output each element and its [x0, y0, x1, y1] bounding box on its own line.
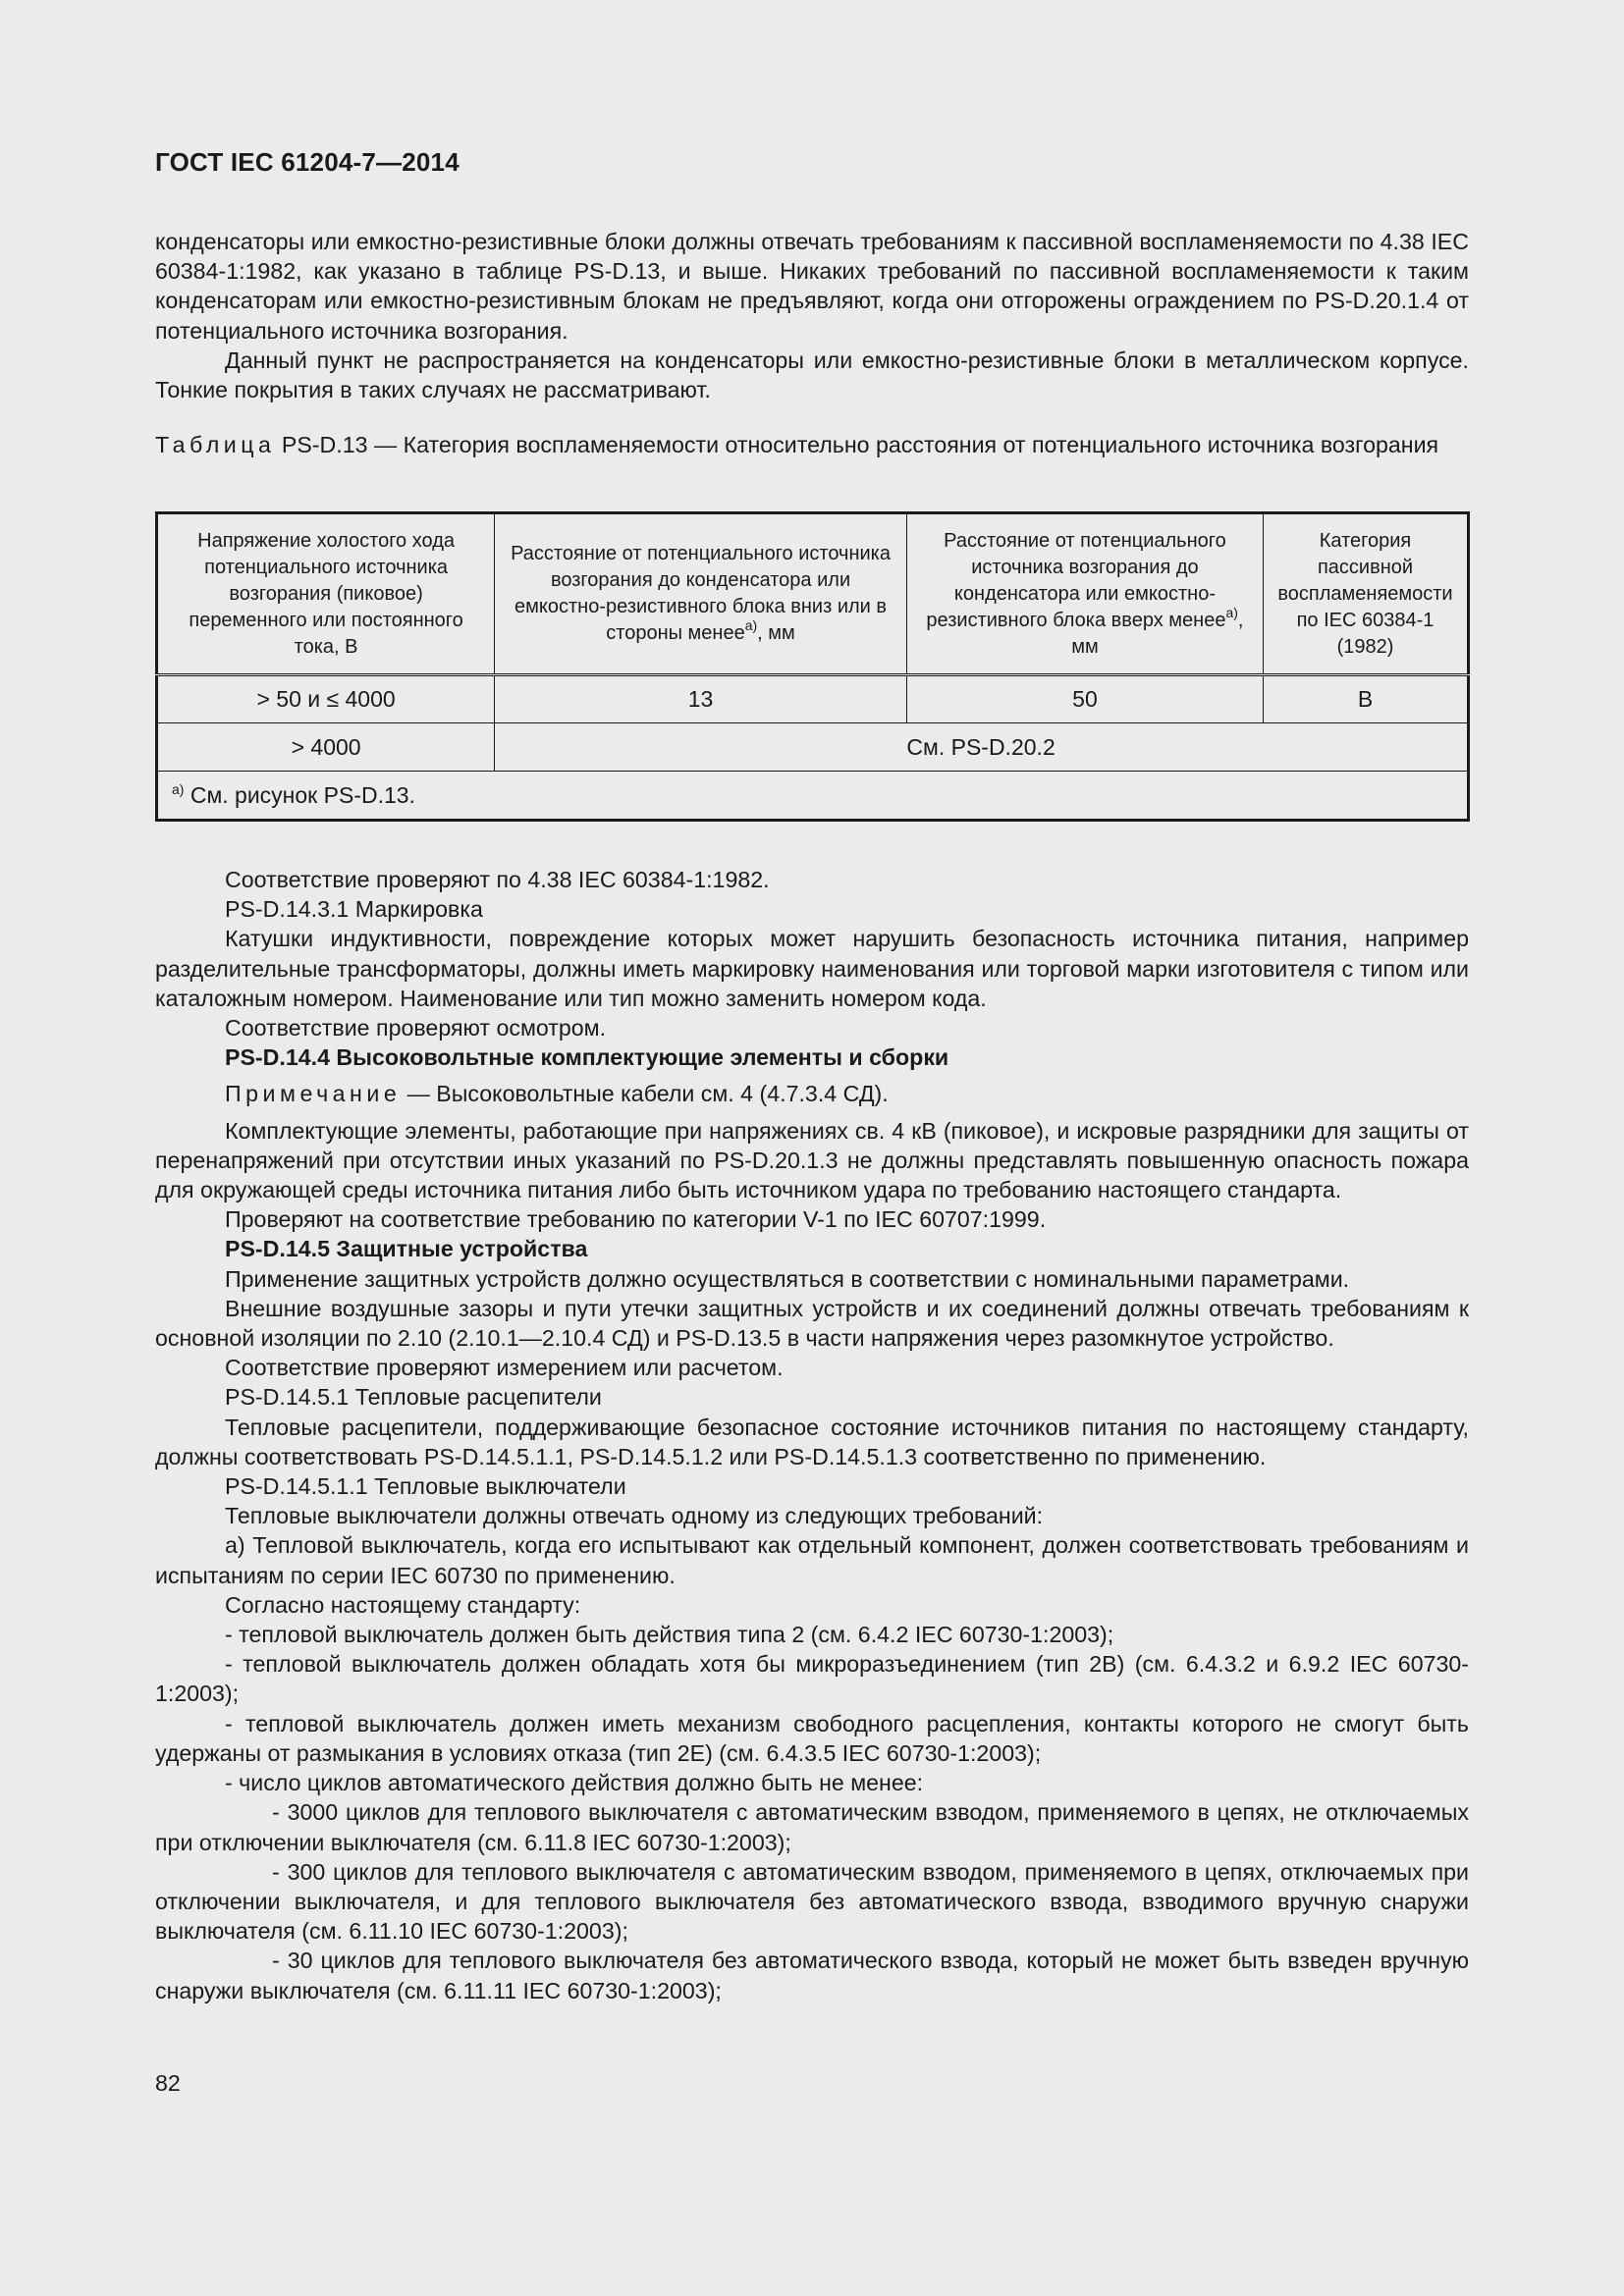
list-item: - тепловой выключатель должен иметь механизм свободного расцепления, контакты которого не смогут быть удержаны от размыкания в условиях отказа (тип 2E) (см. 6.4.3.5 IEC 60730-1:2003);: [155, 1710, 1469, 1766]
section-heading: PS-D.14.5.1 Тепловые расцепители: [225, 1384, 602, 1411]
list-item: - тепловой выключатель должен быть действия типа 2 (см. 6.4.2 IEC 60730-1:2003);: [225, 1622, 1114, 1648]
table-header-row: [157, 513, 1469, 675]
list-item: а) Тепловой выключатель, когда его испытывают как отдельный компонент, должен соответствовать требованиям и испытаниям по серии IEC 60730 по применению.: [155, 1532, 1469, 1588]
table-cell: > 4000: [157, 723, 495, 772]
intro-paragraph: Данный пункт не распространяется на конденсаторы или емкостно-резистивные блоки в металлическом корпусе. Тонкие покрытия в таких случаях не рассматривают.: [155, 347, 1469, 403]
paragraph: Тепловые выключатели должны отвечать одному из следующих требований:: [225, 1503, 1044, 1529]
list-item: - 30 циклов для теплового выключателя без автоматического взвода, который не может быть взведен вручную снаружи выключателя (см. 6.11.11 IEC 60730-1:2003);: [155, 1948, 1469, 2003]
footnote-ref: a): [1225, 604, 1238, 620]
list-item: - тепловой выключатель должен обладать хотя бы микроразъединением (тип 2B) (см. 6.4.3.2 и 6.9.2 IEC 60730-1:2003);: [155, 1651, 1469, 1707]
paragraph: Внешние воздушные зазоры и пути утечки защитных устройств и их соединений должны отвечать требованиям к основной изоляции по 2.10 (2.10.1—2.10.4 СД) и PS-D.13.5 в части напряжения через разомкнутое устройство.: [155, 1295, 1469, 1352]
table-caption: [155, 430, 1469, 459]
list-item: - 300 циклов для теплового выключателя с автоматическим взводом, применяемого в цепях, отключаемых при отключении выключателя, и для теплового выключателя без автоматического взвода, взводимого вручную снаружи выключателя (см. 6.11.10 IEC 60730-1:2003);: [155, 1858, 1469, 1945]
table-cell: 13: [495, 675, 907, 723]
section-heading: PS-D.14.3.1 Маркировка: [225, 896, 483, 923]
paragraph: Применение защитных устройств должно осуществляться в соответствии с номинальными параметрами.: [225, 1265, 1350, 1292]
paragraph: Проверяют на соответствие требованию по категории V-1 по IEC 60707:1999.: [225, 1206, 1047, 1233]
document-header: ГОСТ IEC 61204-7—2014: [155, 147, 460, 177]
list-item: - 3000 циклов для теплового выключателя с автоматическим взводом, применяемого в цепях, не отключаемых при отключении выключателя (см. 6.11.8 IEC 60730-1:2003);: [155, 1799, 1469, 1855]
paragraph: Комплектующие элементы, работающие при напряжениях св. 4 кВ (пиковое), и искровые разрядники для защиты от перенапряжений при отсутствии иных указаний по PS-D.20.1.3 не должны представлять повышенную опасность пожара для окружающей среды источника питания либо быть источником удара по требованию настоящего стандарта.: [155, 1117, 1469, 1203]
table-row: [157, 723, 1469, 772]
table-caption-label: Таблица: [155, 432, 276, 457]
intro-text: [155, 227, 1469, 404]
paragraph: Катушки индуктивности, повреждение которых может нарушить безопасность источника питания, например разделительные трансформаторы, должны иметь маркировку наименования или торговой марки изготовителя с типом или каталожным номером. Наименование или тип можно заменить номером кода.: [155, 926, 1469, 1011]
table-header-cell: Категория пассивной воспламеняемости по IEC 60384-1 (1982): [1263, 513, 1468, 675]
section-heading: PS-D.14.5.1.1 Тепловые выключатели: [225, 1473, 626, 1500]
table-header-cell: Расстояние от потенциального источника возгорания до конденсатора или емкостно-резистивного блока вверх менее$^{a)}$, мм: [906, 513, 1263, 675]
table-cell: > 50 и ≤ 4000: [157, 675, 495, 723]
table-header-cell: Напряжение холостого хода потенциального источника возгорания (пиковое) переменного или постоянного тока, В: [157, 513, 495, 675]
paragraph: Соответствие проверяют по 4.38 IEC 60384-1:1982.: [225, 867, 770, 892]
page-number: 82: [155, 2070, 181, 2096]
table-caption-text: PS-D.13 — Категория воспламеняемости относительно расстояния от потенциального источника возгорания: [281, 432, 1439, 457]
table-cell: 50: [906, 675, 1263, 723]
section-heading: PS-D.14.5 Защитные устройства: [225, 1236, 588, 1262]
intro-paragraph: конденсаторы или емкостно-резистивные блоки должны отвечать требованиям к пассивной воспламеняемости по 4.38 IEC 60384-1:1982, как указано в таблице PS-D.13, и выше. Никаких требований по пассивной воспламеняемости к таким конденсаторам или емкостно-резистивным блокам не предъявляют, когда они отгорожены ограждением по PS-D.20.1.4 от потенциального источника возгорания.: [155, 229, 1469, 344]
footnote-ref: a): [744, 617, 758, 633]
note: Примечание — Высоковольтные кабели см. 4 (4.7.3.4 СД).: [225, 1081, 889, 1107]
table-cell: B: [1263, 675, 1468, 723]
paragraph: Согласно настоящему стандарту:: [225, 1591, 581, 1618]
table-header-cell: Расстояние от потенциального источника возгорания до конденсатора или емкостно-резистивного блока вниз или в стороны менее$^{a)}$, мм: [495, 513, 907, 675]
table-footnote-row: [157, 772, 1469, 821]
paragraph: Соответствие проверяют измерением или расчетом.: [225, 1355, 784, 1381]
body-text: [155, 865, 1469, 2005]
table-cell: См. PS-D.20.2: [495, 723, 1469, 772]
table-footnote: $^{a)}$ См. рисунок PS-D.13.: [157, 772, 1469, 821]
header-unit: мм: [768, 622, 795, 644]
header-unit: мм: [1071, 635, 1099, 658]
table-row: [157, 675, 1469, 723]
section-heading: PS-D.14.4 Высоковольтные комплектующие элементы и сборки: [225, 1044, 949, 1071]
list-item: - число циклов автоматического действия должно быть не менее:: [225, 1770, 924, 1796]
paragraph: Тепловые расцепители, поддерживающие безопасное состояние источников питания по настоящему стандарту, должны соответствовать PS-D.14.5.1.1, PS-D.14.5.1.2 или PS-D.14.5.1.3 соответственно по применению.: [155, 1414, 1469, 1469]
flammability-table: [155, 511, 1470, 822]
paragraph: Соответствие проверяют осмотром.: [225, 1015, 607, 1041]
footnote-mark: a): [172, 780, 185, 797]
